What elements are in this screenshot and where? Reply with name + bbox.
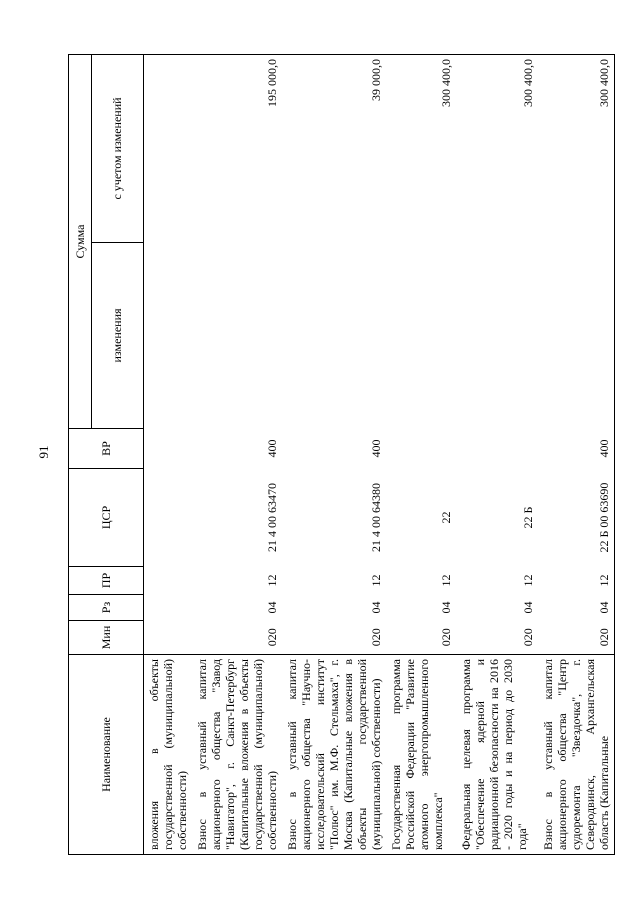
cell-rz: 04 [265, 601, 279, 614]
table-row [456, 54, 538, 854]
budget-table-rotated [68, 55, 628, 855]
table-row [144, 54, 193, 854]
cell-csr: 22 Б [521, 506, 535, 529]
cell-total: 300 400,0 [456, 54, 538, 242]
cell-name: Взнос в уставный капитал акционерного общества "Научно-исследовательский институт "Полюс" им. М.Ф. Стельмаха", г. Москва (Капитальные вложения в объекты государственной (муниципальной) собственности) [282, 655, 386, 855]
cell-changes [538, 243, 615, 429]
cell-name: Взнос в уставный капитал акционерного общества "Центр судоремонта "Звездочка", г. Северодвинск, Архангельская область (Капитальные [538, 655, 615, 855]
header-min: Мин [69, 621, 144, 655]
cell-csr: 21 4 00 64380 [369, 483, 383, 552]
cell-csr: 22 [439, 511, 453, 524]
cell-csr: 21 4 00 63470 [265, 483, 279, 552]
cell-changes [456, 243, 538, 429]
cell-min: 020 [521, 628, 535, 647]
cell-csr [144, 469, 193, 567]
cell-vr: 400 [265, 439, 279, 458]
cell-rz: 04 [521, 601, 535, 614]
cell-vr: 400 [369, 439, 383, 458]
cell-changes [192, 243, 282, 429]
table-row [538, 54, 615, 854]
cell-min: 020 [369, 628, 383, 647]
cell-rz [144, 595, 193, 621]
header-sum: Сумма [69, 54, 92, 428]
header-name: Наименование [69, 655, 144, 855]
cell-rz: 04 [369, 601, 383, 614]
cell-changes [282, 243, 386, 429]
cell-rz: 04 [538, 595, 615, 621]
header-with-changes: с учетом изменений [92, 54, 144, 242]
header-rz: Рз [69, 595, 144, 621]
cell-min [144, 621, 193, 655]
cell-csr: 22 Б 00 63690 [538, 469, 615, 567]
cell-name: вложения в объекты государственной (муниципальной) собственности) [144, 655, 193, 855]
cell-min: 020 [265, 628, 279, 647]
table-row [386, 54, 456, 854]
cell-total: 39 000,0 [282, 54, 386, 242]
header-vr: ВР [69, 429, 144, 469]
table-row [192, 54, 282, 854]
cell-pr: 12 [538, 567, 615, 595]
header-row-1 [69, 54, 92, 854]
cell-min: 020 [538, 621, 615, 655]
cell-min: 020 [439, 628, 453, 647]
cell-name: Государственная программа Российской Федерации "Развитие атомного энергопромышленного комплекса" [386, 655, 456, 855]
cell-pr: 12 [521, 574, 535, 587]
cell-pr: 12 [369, 574, 383, 587]
cell-changes [386, 243, 456, 429]
cell-total: 195 000,0 [192, 54, 282, 242]
header-changes: изменения [92, 243, 144, 429]
budget-table [68, 54, 615, 855]
cell-vr [386, 429, 456, 469]
cell-vr [456, 429, 538, 469]
header-pr: ПР [69, 567, 144, 595]
cell-pr [144, 567, 193, 595]
cell-vr: 400 [538, 429, 615, 469]
cell-total: 300 400,0 [538, 54, 615, 242]
cell-total [144, 54, 193, 242]
cell-name: Федеральная целевая программа "Обеспечение ядерной и радиационной безопасности на 2016 - 2020 годы и на период до 2030 года" [456, 655, 538, 855]
header-csr: ЦСР [69, 469, 144, 567]
cell-name: Взнос в уставный капитал акционерного общества "Завод "Навигатор", г. Санкт-Петербург (Капитальные вложения в объекты государственной (муниципальной) собственности) [192, 655, 282, 855]
table-body [144, 54, 615, 854]
cell-vr [144, 429, 193, 469]
page-number: 91 [36, 445, 51, 459]
cell-rz: 04 [439, 601, 453, 614]
cell-total: 300 400,0 [386, 54, 456, 242]
cell-pr: 12 [439, 574, 453, 587]
cell-changes [144, 243, 193, 429]
cell-pr: 12 [265, 574, 279, 587]
table-row [282, 54, 386, 854]
